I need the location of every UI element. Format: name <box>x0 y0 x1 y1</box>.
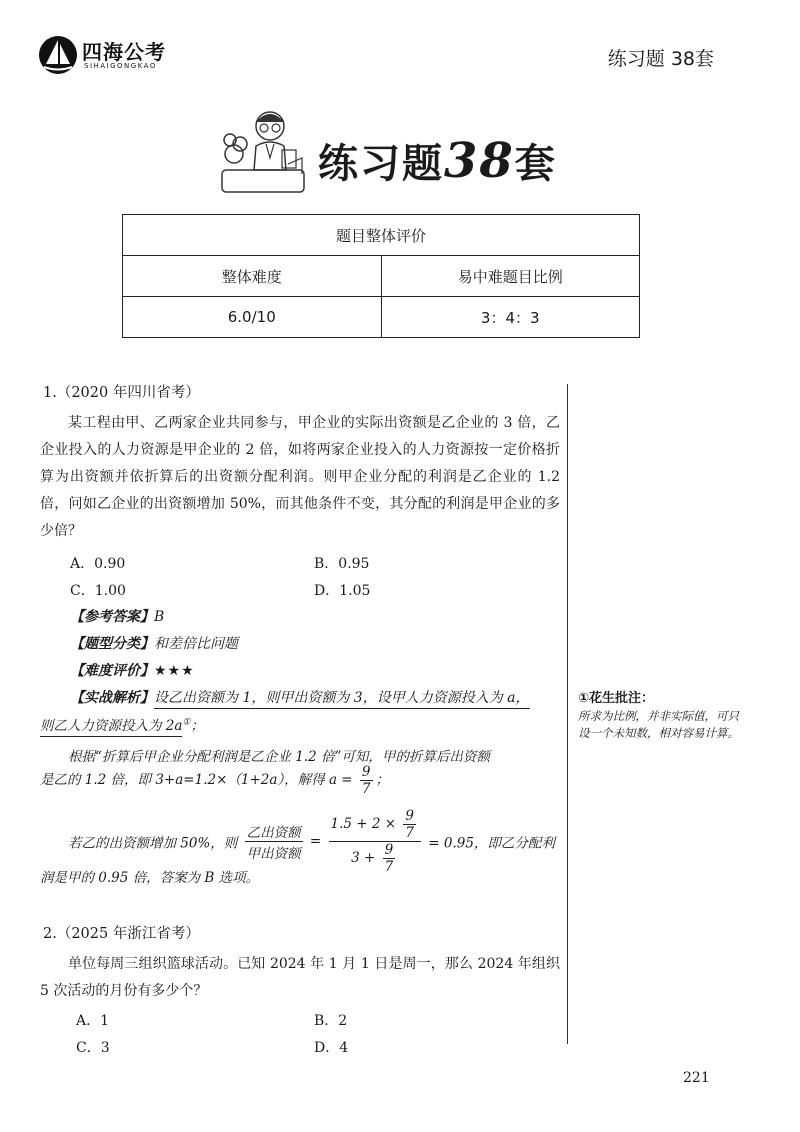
fraction-9-7: $\frac{9}{7}$ <box>361 764 371 797</box>
header-title: 练习题 38套 <box>607 48 714 70</box>
answer-value: B <box>154 609 165 625</box>
q1-option-d: D．1.05 <box>314 583 371 599</box>
type-value: 和差倍比问题 <box>154 636 238 652</box>
q1-difficulty <box>70 660 195 680</box>
q2-option-b: B．2 <box>314 1013 348 1029</box>
difficulty-value: 6.0/10 <box>123 297 382 338</box>
q1-analysis <box>70 687 530 707</box>
q2-body: 单位每周三组织篮球活动。已知 2024 年 1 月 1 日是周一，那么 2024 年组织 5 次活动的月份有多少个？ <box>40 956 560 999</box>
evaluation-table <box>122 214 640 338</box>
difficulty-label: 【难度评价】 <box>70 663 154 679</box>
title-suffix: 套 <box>514 141 557 187</box>
page-title <box>318 132 557 189</box>
q1-option-b: B．0.95 <box>314 556 370 572</box>
q2-option-a: A．1 <box>76 1013 110 1029</box>
title-number: 38 <box>444 133 515 189</box>
footnote-mark: ① <box>182 717 191 728</box>
ratio-value: 3：4：3 <box>381 297 640 338</box>
q1-option-a: A．0.90 <box>70 556 126 572</box>
title-prefix: 练习题 <box>318 141 444 187</box>
answer-label: 【参考答案】 <box>70 609 154 625</box>
difficulty-stars: ★★★ <box>154 663 195 679</box>
q1-body: 某工程由甲、乙两家企业共同参与，甲企业的实际出资额是乙企业的 3 倍，乙企业投入的人力资源是甲企业的 2 倍，如将两家企业投入的人力资源按一定价格折算为出资额并依折算后的出资额分配利润。则甲企业分配的利润是乙企业的 1.2 倍，问如乙企业的出资额增加 50%，而其他条件不变，其分配的利润是甲企业的多少倍？ <box>40 415 560 539</box>
q1-calc2 <box>68 808 555 875</box>
sail-logo-icon <box>38 34 78 76</box>
logo <box>38 34 188 78</box>
calc2-result: = 0.95，即乙分配利 <box>428 835 555 852</box>
analysis-line2-end: ； <box>190 718 205 734</box>
q1-answer <box>70 606 164 626</box>
q1-type <box>70 633 238 653</box>
q2-header: 2.（2025 年浙江省考） <box>43 926 200 942</box>
table-row <box>123 297 640 338</box>
margin-divider <box>567 384 568 1044</box>
table-row <box>123 215 640 256</box>
analysis-line1: 设乙出资额为 1，则甲出资额为 3，设甲人力资源投入为 a， <box>154 690 530 709</box>
ratio-header: 易中难题目比例 <box>381 256 640 297</box>
q1-calc1b: 是乙的 1.2 倍，即 3+a=1.2×（1+2a），解得 a = $\frac{9}{7}$ ； <box>40 764 390 797</box>
q1-analysis-line2 <box>40 714 204 734</box>
page-number: 221 <box>683 1070 710 1086</box>
q2-option-c: C．3 <box>76 1040 110 1056</box>
note-body: 所求为比例，并非实际值，可只设一个未知数，相对容易计算。 <box>578 709 739 740</box>
calc2-eq: = <box>309 833 322 850</box>
note-title: ①花生批注： <box>578 691 655 706</box>
q2-option-d: D．4 <box>314 1040 349 1056</box>
q1-calc1a: 根据“折算后甲企业分配利润是乙企业 1.2 倍”可知，甲的折算后出资额 <box>68 749 490 765</box>
calc1-text: 是乙的 1.2 倍，即 3+a=1.2×（1+2a），解得 a = <box>40 772 353 788</box>
analysis-label: 【实战解析】 <box>70 690 154 706</box>
calc2-text: 若乙的出资额增加 50%，则 <box>68 835 238 852</box>
evaluation-heading: 题目整体评价 <box>123 215 640 256</box>
q1-calc3: 润是甲的 0.95 倍，答案为 B 选项。 <box>40 870 260 886</box>
q1-header: 1.（2020 年四川省考） <box>43 385 200 401</box>
teacher-illustration-icon <box>218 104 308 196</box>
logo-subtext: SIHAIGONGKAO <box>84 62 157 70</box>
analysis-line2: 则乙人力资源投入为 2a <box>40 718 182 737</box>
compound-fraction: 1.5 + 2 × $\frac{9}{7}$ 3 + $\frac{9}{7}$ <box>329 808 421 875</box>
q1-option-c: C．1.00 <box>70 583 126 599</box>
table-row <box>123 256 640 297</box>
difficulty-header: 整体难度 <box>123 256 382 297</box>
type-label: 【题型分类】 <box>70 636 154 652</box>
logo-text: 四海公考 <box>82 40 166 64</box>
fraction-ratio: $\frac{\text{乙出资额}}{\text{甲出资额}}$ <box>245 821 303 862</box>
